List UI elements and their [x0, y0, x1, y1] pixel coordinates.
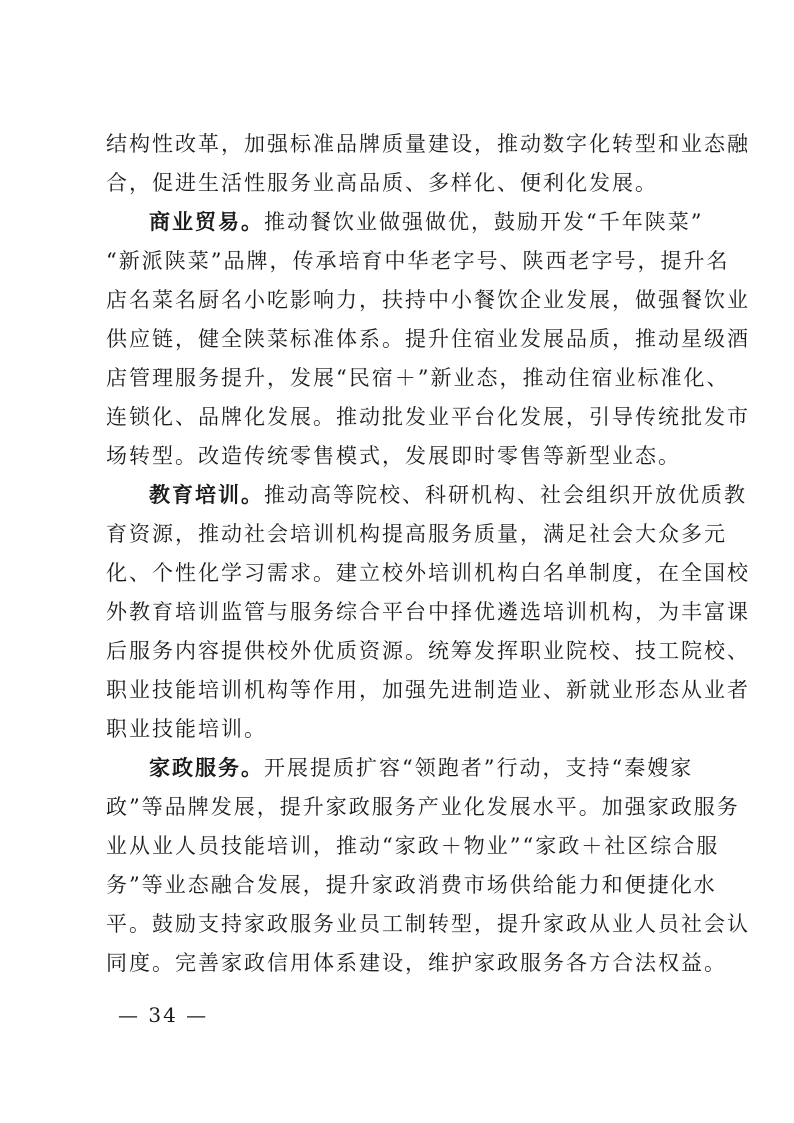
- text-line: 同度。完善家政信用体系建设，维护家政服务各方合法权益。: [106, 951, 727, 975]
- text-line: 供应链，健全陕菜标准体系。提升住宿业发展品质，推动星级酒: [106, 327, 750, 351]
- text-line: 外教育培训监管与服务综合平台中择优遴选培训机构，为丰富课: [106, 600, 750, 624]
- text-line: 场转型。改造传统零售模式，发展即时零售等新型业态。: [106, 444, 681, 468]
- text-line: 政”等品牌发展，提升家政服务产业化发展水平。加强家政服务: [106, 795, 740, 819]
- text-line: 结构性改革，加强标准品牌质量建设，推动数字化转型和业态融: [106, 132, 750, 156]
- text-line: 职业技能培训。: [106, 717, 267, 741]
- text-line: “新派陕菜”品牌，传承培育中华老字号、陕西老字号，提升名: [106, 249, 730, 273]
- text-line: 业从业人员技能培训，推动“家政＋物业”“家政＋社区综合服: [106, 834, 720, 858]
- text-line: 连锁化、品牌化发展。推动批发业平台化发展，引导传统批发市: [106, 405, 750, 429]
- paragraph-education-first-line: 教育培训。推动高等院校、科研机构、社会组织开放优质教: [149, 482, 747, 507]
- text-line: 店管理服务提升，发展“民宿＋”新业态，推动住宿业标准化、: [106, 366, 730, 390]
- text-line: 后服务内容提供校外优质资源。统筹发挥职业院校、技工院校、: [106, 639, 750, 663]
- section-heading-commerce: 商业贸易。: [149, 209, 264, 234]
- text-line: 平。鼓励支持家政服务业员工制转型，提升家政从业人员社会认: [106, 912, 750, 936]
- text-line: 职业技能培训机构等作用，加强先进制造业、新就业形态从业者: [106, 678, 750, 702]
- page-number: — 34 —: [118, 1003, 209, 1027]
- text-line: 化、个性化学习需求。建立校外培训机构白名单制度，在全国校: [106, 561, 750, 585]
- text-line: 合，促进生活性服务业高品质、多样化、便利化发展。: [106, 171, 658, 195]
- text-line: 店名菜名厨名小吃影响力，扶持中小餐饮企业发展，做强餐饮业: [106, 288, 750, 312]
- text-line: 务”等业态融合发展，提升家政消费市场供给能力和便捷化水: [106, 873, 717, 897]
- text-line: 育资源，推动社会培训机构提高服务质量，满足社会大众多元: [106, 522, 727, 546]
- paragraph-commerce-first-line: 商业贸易。推动餐饮业做强做优，鼓励开发“千年陕菜”: [149, 209, 704, 234]
- section-heading-housekeeping: 家政服务。: [149, 755, 264, 780]
- paragraph-housekeeping-first-line: 家政服务。开展提质扩容“领跑者”行动，支持“秦嫂家: [149, 755, 694, 780]
- section-heading-education: 教育培训。: [149, 482, 264, 507]
